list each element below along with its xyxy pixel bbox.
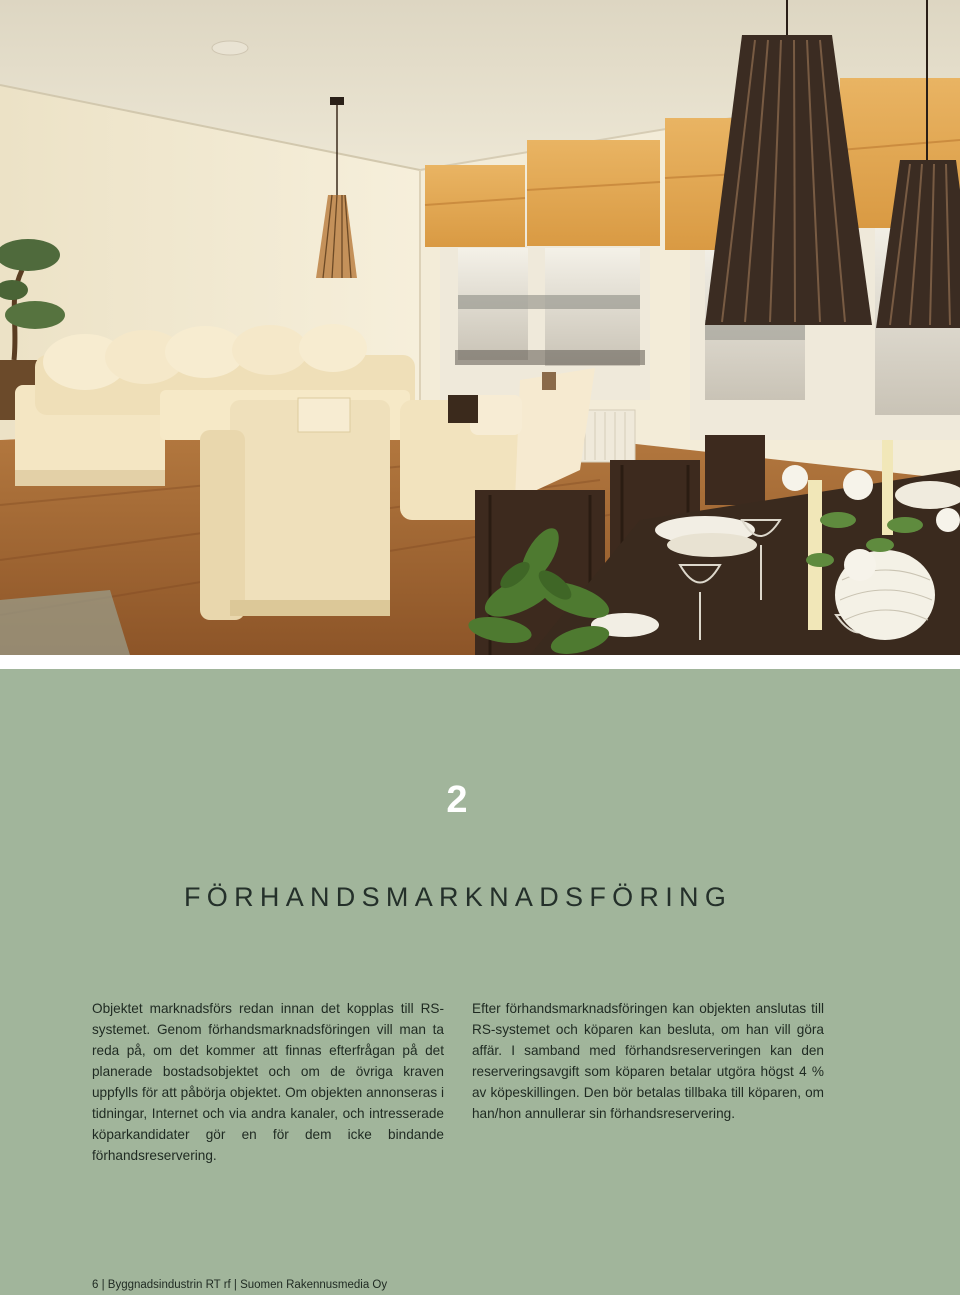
body-column-left [92,998,444,1166]
chapter-title: FÖRHANDSMARKNADSFÖRING [184,882,733,912]
body-paragraph-right: Efter förhandsmarknadsföringen kan objekten anslutas till RS-systemet och köparen kan besluta, om han vill göra affär. I samband med förhandsreserveringen kan den reserveringsavgift som köparen betalar utgöra högst 4 % av köpeskillingen. Den bör betalas tillbaka till köparen, om han/hon annullerar sin förhandsreservering. [472,1001,824,1121]
body-column-right [472,998,824,1124]
chapter-number: 2 [446,779,468,821]
body-paragraph-left: Objektet marknadsförs redan innan det kopplas till RS-systemet. Genom förhandsmarknadsföringen vill man ta reda på, om det kommer att finnas efterfrågan på det planerade bostadsobjektet och om de övriga kraven uppfylls för att påbörja objektet. Om objekten annonseras i tidningar, Internet och via andra kanaler, och intresserade köparkandidater gör en för dem icke bindande förhandsreservering. [92,1001,444,1163]
page-footer: 6 | Byggnadsindustrin RT rf | Suomen Rakennusmedia Oy [92,1279,388,1291]
chapter-panel [0,669,960,1295]
